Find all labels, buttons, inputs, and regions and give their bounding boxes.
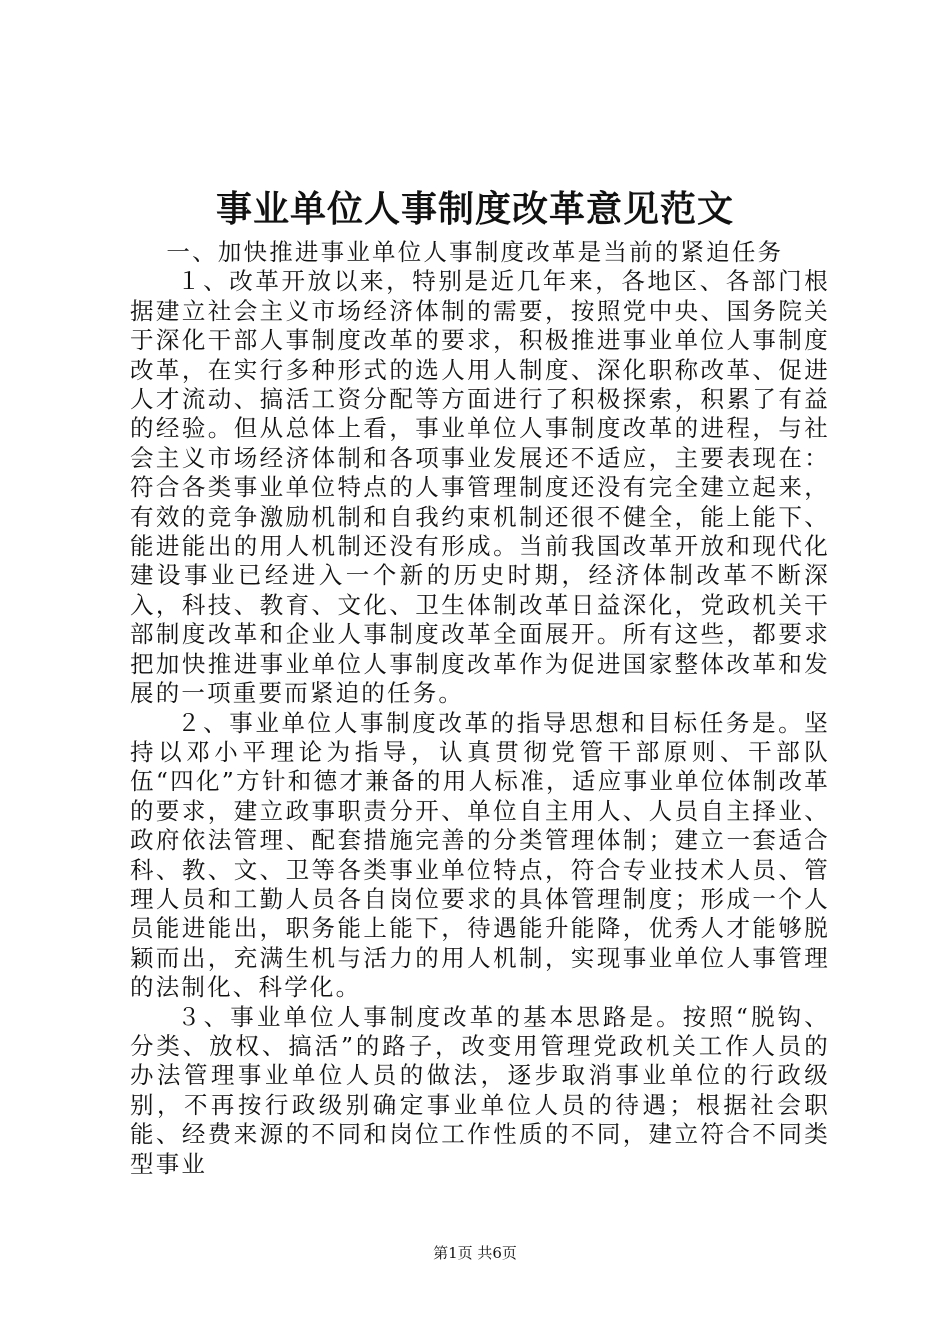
page-footer: 第1页 共6页: [433, 1244, 517, 1262]
paragraph-3: ３、事业单位人事制度改革的基本思路是。按照“脱钩、分类、放权、搞活”的路子，改变用管理党政机关工作人员的办法管理事业单位人员的做法，逐步取消事业单位的行政级别，不再按行政级别确定事业单位人员的待遇；根据社会职能、经费来源的不同和岗位工作性质的不同，建立符合不同类型事业: [130, 1002, 830, 1178]
paragraph-1: １、改革开放以来，特别是近几年来，各地区、各部门根据建立社会主义市场经济体制的需要，按照党中央、国务院关于深化干部人事制度改革的要求，积极推进事业单位人事制度改革，在实行多种形式的选人用人制度、深化职称改革、促进人才流动、搞活工资分配等方面进行了积极探索，积累了有益的经验。但从总体上看，事业单位人事制度改革的进程，与社会主义市场经济体制和各项事业发展还不适应，主要表现在：符合各类事业单位特点的人事管理制度还没有完全建立起来，有效的竞争激励机制和自我约束机制还很不健全，能上能下、能进能出的用人机制还没有形成。当前我国改革开放和现代化建设事业已经进入一个新的历史时期，经济体制改革不断深入，科技、教育、文化、卫生体制改革日益深化，党政机关干部制度改革和企业人事制度改革全面展开。所有这些，都要求把加快推进事业单位人事制度改革作为促进国家整体改革和发展的一项重要而紧迫的任务。: [130, 267, 830, 708]
document-body: [130, 238, 830, 1179]
paragraph-2: ２、事业单位人事制度改革的指导思想和目标任务是。坚持以邓小平理论为指导，认真贯彻党管干部原则、干部队伍“四化”方针和德才兼备的用人标准，适应事业单位体制改革的要求，建立政事职责分开、单位自主用人、人员自主择业、政府依法管理、配套措施完善的分类管理体制；建立一套适合科、教、文、卫等各类事业单位特点，符合专业技术人员、管理人员和工勤人员各自岗位要求的具体管理制度；形成一个人员能进能出，职务能上能下，待遇能升能降，优秀人才能够脱颖而出，充满生机与活力的用人机制，实现事业单位人事管理的法制化、科学化。: [130, 708, 830, 1002]
document-title: 事业单位人事制度改革意见范文: [215, 188, 734, 230]
section-heading: 一、加快推进事业单位人事制度改革是当前的紧迫任务: [166, 238, 784, 266]
